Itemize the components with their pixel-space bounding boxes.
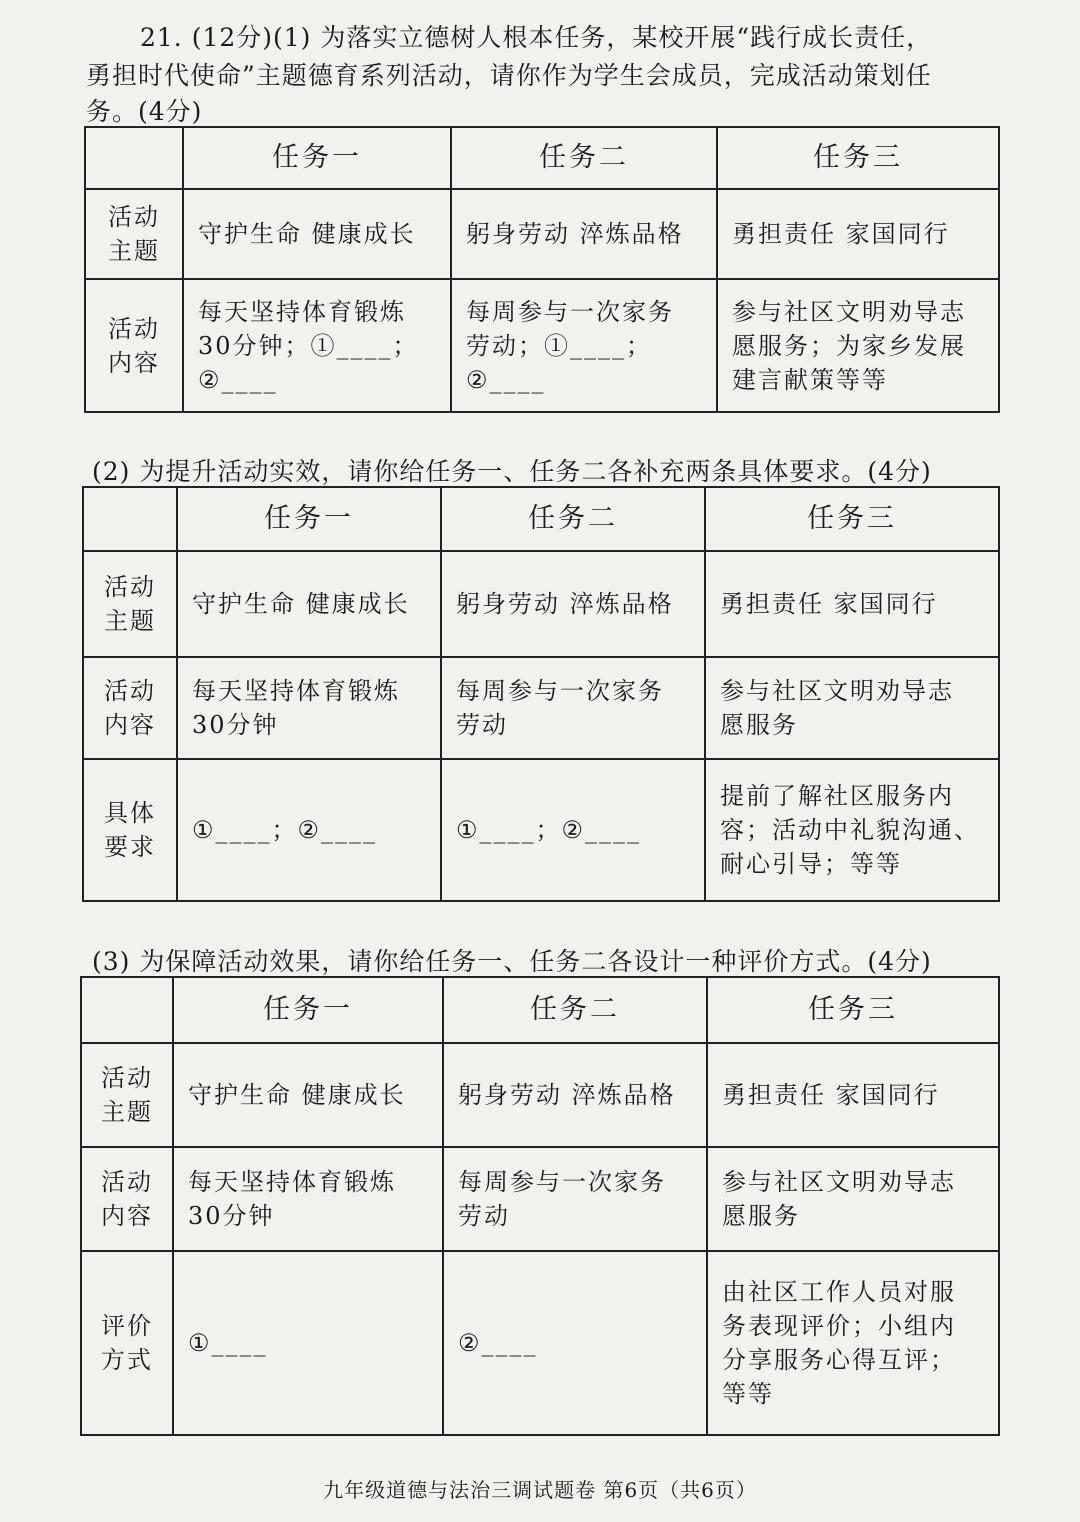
theme-task3: 勇担责任 家国同行 xyxy=(707,1043,999,1147)
label-content: 活动 内容 xyxy=(85,279,183,412)
header-task1: 任务一 xyxy=(177,487,441,551)
part2-prompt: (2) 为提升活动实效，请你给任务一、任务二各补充两条具体要求。(4分) xyxy=(92,457,932,486)
corner-cell xyxy=(83,487,177,551)
page-footer: 九年级道德与法治三调试题卷 第6页（共6页） xyxy=(323,1478,757,1502)
content-task3: 参与社区文明劝导志 愿服务；为家乡发展 建言献策等等 xyxy=(717,279,999,412)
requirement-task2: ①____；②____ xyxy=(441,759,705,901)
requirement-task3: 提前了解社区服务内 容；活动中礼貌沟通、 耐心引导；等等 xyxy=(705,759,999,901)
task-table-1 xyxy=(84,126,1000,413)
question-line-1: 21. (12分)(1) 为落实立德树人根本任务，某校开展“践行成长责任， xyxy=(140,23,933,52)
label-theme: 活动 主题 xyxy=(81,1043,173,1147)
task-table-3 xyxy=(80,976,1000,1436)
label-theme: 活动 主题 xyxy=(85,189,183,279)
theme-task1: 守护生命 健康成长 xyxy=(183,189,451,279)
content-task2: 每周参与一次家务 劳动 xyxy=(441,657,705,759)
question-line-3: 务。(4分) xyxy=(86,97,203,126)
evaluation-task1: ①____ xyxy=(173,1251,443,1435)
header-task3: 任务三 xyxy=(707,977,999,1043)
header-task3: 任务三 xyxy=(717,127,999,189)
part3-prompt: (3) 为保障活动效果，请你给任务一、任务二各设计一种评价方式。(4分) xyxy=(92,947,932,976)
header-task1: 任务一 xyxy=(183,127,451,189)
corner-cell xyxy=(81,977,173,1043)
theme-task2: 躬身劳动 淬炼品格 xyxy=(443,1043,707,1147)
label-content: 活动 内容 xyxy=(83,657,177,759)
header-task2: 任务二 xyxy=(441,487,705,551)
question-line-2: 勇担时代使命”主题德育系列活动，请你作为学生会成员，完成活动策划任 xyxy=(86,61,932,90)
content-task2: 每周参与一次家务 劳动；①____； ②____ xyxy=(451,279,717,412)
label-theme: 活动 主题 xyxy=(83,551,177,657)
requirement-task1: ①____；②____ xyxy=(177,759,441,901)
theme-task2: 躬身劳动 淬炼品格 xyxy=(451,189,717,279)
label-content: 活动 内容 xyxy=(81,1147,173,1251)
content-task1: 每天坚持体育锻炼 30分钟 xyxy=(177,657,441,759)
theme-task3: 勇担责任 家国同行 xyxy=(705,551,999,657)
evaluation-task3: 由社区工作人员对服 务表现评价；小组内 分享服务心得互评； 等等 xyxy=(707,1251,999,1435)
corner-cell xyxy=(85,127,183,189)
task-table-2 xyxy=(82,486,1000,902)
content-task3: 参与社区文明劝导志 愿服务 xyxy=(705,657,999,759)
theme-task3: 勇担责任 家国同行 xyxy=(717,189,999,279)
theme-task1: 守护生命 健康成长 xyxy=(177,551,441,657)
content-task2: 每周参与一次家务 劳动 xyxy=(443,1147,707,1251)
theme-task2: 躬身劳动 淬炼品格 xyxy=(441,551,705,657)
content-task1: 每天坚持体育锻炼 30分钟 xyxy=(173,1147,443,1251)
theme-task1: 守护生命 健康成长 xyxy=(173,1043,443,1147)
header-task2: 任务二 xyxy=(451,127,717,189)
header-task1: 任务一 xyxy=(173,977,443,1043)
label-evaluation: 评价 方式 xyxy=(81,1251,173,1435)
header-task3: 任务三 xyxy=(705,487,999,551)
header-task2: 任务二 xyxy=(443,977,707,1043)
content-task3: 参与社区文明劝导志 愿服务 xyxy=(707,1147,999,1251)
label-requirement: 具体 要求 xyxy=(83,759,177,901)
content-task1: 每天坚持体育锻炼 30分钟；①____； ②____ xyxy=(183,279,451,412)
evaluation-task2: ②____ xyxy=(443,1251,707,1435)
